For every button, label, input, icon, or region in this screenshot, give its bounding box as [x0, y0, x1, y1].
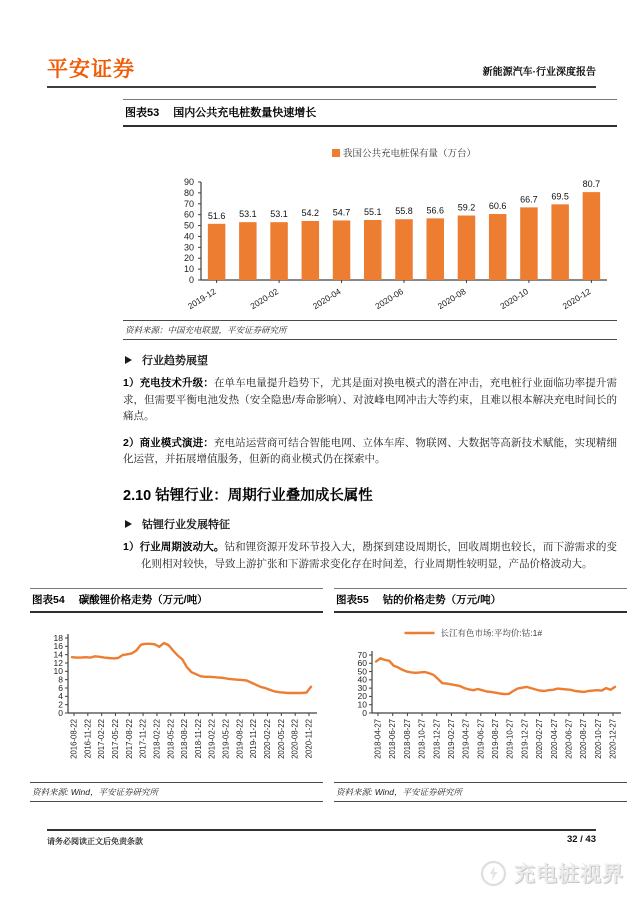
svg-text:2020-08-27: 2020-08-27 [579, 719, 589, 759]
svg-text:2020-12-27: 2020-12-27 [608, 719, 618, 759]
cobalt-paragraph-1 [123, 539, 617, 572]
cobalt-paragraph-1-body: 钴和锂资源开发环节投入大，勘探到建设周期长，回收周期也较长，而下游需求的变化则相对较快，导致上游扩张和下游需求变化存在时间差，行业周期性较明显，产品价格波动大。 [141, 541, 618, 570]
figure-53-source: 资料来源：中国充电联盟，平安证券研究所 [123, 320, 617, 340]
svg-text:长江有色市场:平均价:钴:1#: 长江有色市场:平均价:钴:1# [440, 628, 543, 638]
svg-text:2019-12-27: 2019-12-27 [520, 719, 530, 759]
svg-text:2017-08-22: 2017-08-22 [124, 719, 134, 759]
svg-text:2018-10-27: 2018-10-27 [417, 719, 427, 759]
figure-53 [123, 99, 617, 340]
svg-text:2020-06-27: 2020-06-27 [564, 719, 574, 759]
svg-text:2020-08-22: 2020-08-22 [290, 719, 300, 759]
svg-text:2018-11-22: 2018-11-22 [193, 719, 203, 759]
svg-text:2018-05-22: 2018-05-22 [166, 719, 176, 759]
svg-text:2020-02-22: 2020-02-22 [263, 719, 273, 759]
svg-text:10: 10 [357, 699, 367, 710]
trend-paragraph-2-lead: 2）商业模式演进： [123, 436, 214, 449]
svg-text:50: 50 [183, 220, 194, 231]
svg-text:2016-11-22: 2016-11-22 [83, 719, 93, 759]
svg-text:53.1: 53.1 [270, 209, 288, 220]
svg-text:66.7: 66.7 [520, 194, 538, 205]
figure-53-caption [123, 99, 617, 127]
svg-text:2018-04-27: 2018-04-27 [373, 719, 383, 759]
svg-text:2017-11-22: 2017-11-22 [138, 719, 148, 759]
svg-text:51.6: 51.6 [207, 210, 226, 221]
figure-55-label: 图表55 [336, 594, 369, 606]
svg-text:2017-05-22: 2017-05-22 [110, 719, 120, 759]
report-title: 新能源汽车·行业深度报告 [482, 67, 596, 78]
svg-text:2020-08: 2020-08 [435, 286, 468, 312]
svg-text:2016-08-22: 2016-08-22 [69, 719, 79, 759]
svg-text:69.5: 69.5 [551, 191, 569, 202]
svg-text:我国公共充电桩保有量（万台）: 我国公共充电桩保有量（万台） [343, 148, 477, 160]
svg-text:80.7: 80.7 [582, 179, 601, 190]
svg-text:90: 90 [183, 177, 194, 187]
svg-text:0: 0 [362, 707, 367, 718]
footer-disclaimer: 请务必阅读正文后免责条款 [47, 837, 143, 846]
svg-text:55.1: 55.1 [364, 207, 382, 218]
svg-text:2018-02-22: 2018-02-22 [152, 719, 162, 759]
arrow-bullet-icon [125, 520, 132, 528]
svg-text:53.1: 53.1 [239, 209, 257, 220]
svg-text:54.2: 54.2 [301, 207, 320, 218]
svg-text:2020-12: 2020-12 [560, 286, 593, 312]
svg-text:2019-08-27: 2019-08-27 [491, 719, 500, 759]
svg-text:2019-02-27: 2019-02-27 [446, 719, 456, 759]
svg-text:6: 6 [58, 682, 63, 693]
svg-text:16: 16 [53, 641, 63, 652]
svg-text:2020-10: 2020-10 [498, 286, 530, 312]
svg-text:60: 60 [183, 209, 194, 220]
svg-text:40: 40 [183, 231, 194, 242]
svg-text:0: 0 [58, 707, 63, 718]
svg-text:10: 10 [53, 666, 63, 677]
cobalt-paragraph-1-lead: 1）行业周期波动大。 [123, 541, 225, 553]
figure-55-title: 钴的价格走势（万元/吨） [382, 594, 502, 606]
figure-54-label: 图表54 [32, 594, 65, 606]
svg-text:2019-05-22: 2019-05-22 [221, 719, 231, 759]
svg-text:30: 30 [183, 242, 194, 253]
svg-text:70: 70 [357, 649, 367, 660]
svg-text:2020-05-22: 2020-05-22 [276, 719, 286, 759]
footer-divider [47, 829, 596, 831]
header-divider [47, 86, 596, 88]
arrow-bullet-icon [125, 356, 132, 364]
svg-text:4: 4 [58, 691, 63, 702]
figure-54-caption [30, 588, 323, 613]
svg-text:18: 18 [53, 632, 63, 643]
trend-paragraph-2 [123, 435, 617, 468]
svg-text:8: 8 [58, 674, 63, 685]
figure-53-label: 图表53 [125, 107, 160, 119]
svg-text:2020-04-27: 2020-04-27 [549, 719, 559, 759]
svg-text:2020-10-27: 2020-10-27 [593, 719, 603, 759]
trend-bullet-label: 行业趋势展望 [142, 355, 208, 367]
svg-text:55.8: 55.8 [395, 206, 413, 217]
trend-paragraph-1-lead: 1）充电技术升级： [123, 377, 214, 389]
svg-text:2019-12: 2019-12 [185, 286, 218, 312]
svg-text:2019-06-27: 2019-06-27 [476, 719, 486, 759]
svg-text:56.6: 56.6 [426, 205, 444, 216]
svg-text:12: 12 [53, 657, 63, 668]
trend-paragraph-1-body: 在单车电量提升趋势下，尤其是面对换电模式的潜在冲击，充电桩行业面临功率提升需求，但需要平衡电池发热（安全隐患/寿命影响）、对波峰电网冲击大等约束，且难以根本解决充电时间长的痛点。 [123, 377, 618, 423]
trend-paragraph-1 [123, 375, 617, 425]
figure-54-source: 资料来源: Wind，平安证券研究所 [30, 782, 323, 802]
figure-55 [334, 588, 627, 802]
svg-text:2: 2 [58, 699, 63, 710]
svg-text:2020-02: 2020-02 [248, 286, 281, 312]
cobalt-bullet [123, 516, 617, 532]
svg-text:59.2: 59.2 [457, 202, 476, 213]
svg-text:20: 20 [183, 253, 194, 264]
svg-text:80: 80 [183, 187, 194, 198]
svg-text:2020-06: 2020-06 [373, 286, 406, 312]
svg-text:60: 60 [357, 658, 367, 669]
lithium-carbonate-line-chart [30, 613, 323, 782]
svg-text:2019-04-27: 2019-04-27 [461, 719, 471, 759]
figure-55-caption [334, 588, 627, 613]
watermark-logo-icon [480, 860, 507, 887]
trend-bullet [123, 352, 617, 368]
svg-text:2018-08-22: 2018-08-22 [180, 719, 190, 759]
svg-text:2018-08-27: 2018-08-27 [402, 719, 412, 759]
svg-text:2018-06-27: 2018-06-27 [388, 719, 398, 759]
svg-text:2019-11-22: 2019-11-22 [249, 719, 259, 759]
svg-text:2018-12-27: 2018-12-27 [432, 719, 442, 759]
svg-text:54.7: 54.7 [332, 207, 351, 218]
watermark-text: 充电桩视界 [514, 863, 624, 886]
cobalt-bullet-label: 钴锂行业发展特征 [142, 519, 230, 531]
svg-text:2019-02-22: 2019-02-22 [207, 719, 217, 759]
industry-trend-section [123, 352, 617, 478]
cobalt-lithium-section [123, 484, 617, 582]
trend-paragraph-2-body: 充电站运营商可结合智能电网、立体车库、物联网、大数据等高新技术赋能，实现精细化运营，并拓展增值服务，但新的商业模式仍在探索中。 [123, 436, 618, 466]
figure-54 [30, 588, 323, 802]
figure-54-title: 碳酸锂价格走势（万元/吨） [78, 594, 208, 606]
pingan-securities-logo: 平安证券 [47, 58, 135, 81]
svg-text:2020-02-27: 2020-02-27 [535, 719, 545, 759]
svg-text:2017-02-22: 2017-02-22 [97, 719, 107, 759]
svg-text:2019-08-22: 2019-08-22 [235, 719, 245, 759]
section-2-10-heading: 2.10 钴锂行业：周期行业叠加成长属性 [123, 488, 373, 504]
cobalt-price-line-chart [334, 613, 627, 782]
svg-text:2020-11-22: 2020-11-22 [304, 719, 314, 759]
svg-text:2020-04: 2020-04 [310, 286, 343, 312]
svg-text:14: 14 [53, 649, 63, 660]
svg-text:70: 70 [183, 198, 194, 209]
svg-text:40: 40 [357, 674, 367, 685]
svg-text:0: 0 [188, 275, 194, 285]
svg-text:30: 30 [357, 682, 367, 693]
svg-text:60.6: 60.6 [488, 201, 507, 212]
figure-53-title: 国内公共充电桩数量快速增长 [173, 107, 317, 119]
figure-55-source: 资料来源: Wind，平安证券研究所 [334, 782, 627, 802]
svg-text:50: 50 [357, 666, 367, 677]
svg-text:2019-10-27: 2019-10-27 [505, 719, 515, 759]
watermark [480, 858, 624, 888]
page-number: 32 / 43 [566, 834, 596, 845]
svg-text:10: 10 [183, 264, 194, 275]
svg-text:20: 20 [357, 691, 367, 702]
charging-pile-bar-chart [123, 127, 617, 320]
